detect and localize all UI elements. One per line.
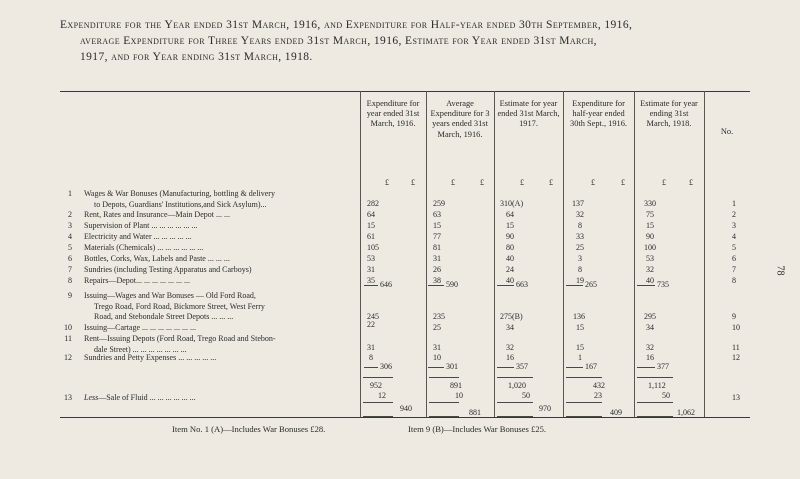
column-divider: [360, 91, 361, 417]
description-line: Trego Road, Ford Road, Bickmore Street, West Ferry: [94, 301, 265, 311]
header-expenditure-1916: Expenditure for year ended 31st March, 1916.: [366, 99, 420, 129]
row-number: 4: [68, 232, 72, 241]
net-c1: 940: [400, 404, 412, 413]
currency-label: £: [385, 178, 389, 187]
subtotal-c2: 301: [446, 362, 458, 371]
cell-no: 12: [732, 353, 740, 362]
header-estimate-1918: Estimate for year ending 31st March, 1918.: [640, 99, 698, 129]
cell-c4: 136: [573, 312, 585, 321]
title-line-2: average Expenditure for Three Years ended 31st March, 1916, Estimate for Year ended 31st March,: [80, 35, 597, 47]
cell-c1: 31: [367, 265, 375, 274]
row-description: Sundries (including Testing Apparatus and Carboys): [84, 265, 252, 274]
row-description: Supervision of Plant ... ... ... ... ... ...: [84, 221, 198, 230]
cell-c4: 32: [576, 210, 584, 219]
row-number: 1: [68, 189, 72, 198]
gross-c1: 952: [370, 381, 382, 390]
cell-c3: 275(B): [500, 312, 523, 321]
cell-c2: 235: [433, 312, 445, 321]
currency-label: £: [689, 178, 693, 187]
cell-c2: 77: [433, 232, 441, 241]
description-line: dale Street) ... ... ... ... ... ... ...: [94, 344, 187, 354]
cell-c5: 53: [646, 254, 654, 263]
cell-c1: 35: [367, 276, 375, 285]
currency-label: £: [411, 178, 415, 187]
cell-c2: 10: [455, 391, 463, 400]
rule-line: [566, 377, 602, 378]
column-divider: [426, 91, 427, 417]
cell-c3: 16: [506, 353, 514, 362]
cell-c3: 64: [506, 210, 514, 219]
rule-line: [497, 367, 514, 368]
gross-c4: 432: [593, 381, 605, 390]
cell-c4: 8: [578, 221, 582, 230]
net-c4: 409: [610, 408, 622, 417]
footnote-a: Item No. 1 (A)—Includes War Bonuses £28.: [172, 424, 326, 434]
rule-line: [566, 416, 602, 417]
cell-c3: 24: [506, 265, 514, 274]
gross-c3: 1,020: [508, 381, 526, 390]
cell-c5: 330: [644, 199, 656, 208]
cell-no: 7: [732, 265, 736, 274]
row-number: 13: [64, 393, 72, 402]
description-line: Rent—Issuing Depots (Ford Road, Trego Road and Stebon-: [84, 334, 276, 343]
gross-c5: 1,112: [648, 381, 666, 390]
currency-label: £: [549, 178, 553, 187]
row-description: Sundries and Petty Expenses ... ... ... ... ...: [84, 353, 217, 362]
currency-label: £: [621, 178, 625, 187]
subtotal-c4: 167: [585, 362, 597, 371]
description-line: Road, and Stebondale Street Depots ... ... ...: [94, 312, 234, 321]
cell-c4: 137: [572, 199, 584, 208]
cell-c3: 34: [506, 323, 514, 332]
cell-c2: 63: [433, 210, 441, 219]
column-divider: [494, 91, 495, 417]
cell-c5: 40: [646, 276, 654, 285]
row-description: [84, 393, 196, 404]
rule-line: [363, 416, 393, 417]
subtotal-c2: 590: [446, 280, 458, 289]
subtotal-c1: 306: [380, 362, 392, 371]
cell-c1: 8: [369, 353, 373, 362]
row-description: Materials (Chemicals) ... ... ... ... ... ...: [84, 243, 204, 252]
cell-c1: 245: [367, 312, 379, 321]
cell-c4: 33: [576, 232, 584, 241]
rule-line: [364, 285, 378, 286]
subtotal-c3: 663: [516, 280, 528, 289]
cell-no: 3: [732, 221, 736, 230]
cell-c3: 40: [506, 254, 514, 263]
rule-line: [497, 285, 514, 286]
rule-line: [363, 377, 393, 378]
subtotal-c1: 646: [380, 280, 392, 289]
net-c2: 881: [469, 408, 481, 417]
row-number: 6: [68, 254, 72, 263]
currency-label: £: [662, 178, 666, 187]
row-number: 5: [68, 243, 72, 252]
cell-c2: 259: [433, 199, 445, 208]
column-divider: [634, 91, 635, 417]
subtotal-c5: 377: [657, 362, 669, 371]
cell-c3: 40: [506, 276, 514, 285]
description-line: to Depots, Guardians' Institutions,and Sick Asylum)...: [94, 199, 267, 209]
cell-c3: 32: [506, 343, 514, 352]
cell-c5: 15: [646, 221, 654, 230]
row-description: [84, 334, 356, 355]
cell-c1: 22: [367, 320, 375, 329]
row-number: 8: [68, 276, 72, 285]
cell-c1: 15: [367, 221, 375, 230]
cell-c4: 8: [578, 265, 582, 274]
cell-no: 4: [732, 232, 736, 241]
cell-c1: 64: [367, 210, 375, 219]
rule-line: [637, 377, 673, 378]
cell-c3: 90: [506, 232, 514, 241]
rule-line: [637, 285, 655, 286]
cell-c2: 31: [433, 254, 441, 263]
title-line-1: Expenditure for the Year ended 31st March, 1916, and Expenditure for Half-year ended 30th September, 1916,: [60, 19, 633, 31]
rule-line: [429, 377, 459, 378]
row-number: 12: [64, 353, 72, 362]
cell-c1: 12: [378, 391, 386, 400]
currency-label: £: [451, 178, 455, 187]
cell-no: 1: [732, 199, 736, 208]
row-number: 3: [68, 221, 72, 230]
cell-c5: 75: [646, 210, 654, 219]
row-description: Issuing—Cartage ... ... ... ... ... ... ...: [84, 323, 196, 332]
cell-c3: 50: [522, 391, 530, 400]
cell-c5: 32: [646, 343, 654, 352]
description-line: Wages & War Bonuses (Manufacturing, bottling & delivery: [84, 189, 275, 198]
cell-c2: 81: [433, 243, 441, 252]
rule-line: [363, 402, 393, 403]
cell-no: 2: [732, 210, 736, 219]
cell-c1: 61: [367, 232, 375, 241]
rule-line: [429, 416, 459, 417]
cell-c3: 15: [506, 221, 514, 230]
cell-c2: 38: [433, 276, 441, 285]
rule-line: [428, 285, 444, 286]
cell-no: 9: [732, 312, 736, 321]
rule-line: [429, 402, 459, 403]
row-number: 2: [68, 210, 72, 219]
currency-label: £: [480, 178, 484, 187]
rule-line: [428, 367, 444, 368]
row-description: Repairs—Depot... ... ... ... ... ... ...: [84, 276, 190, 285]
rule-line: [497, 416, 533, 417]
cell-c4: 15: [576, 323, 584, 332]
rule-line: [364, 367, 378, 368]
header-number: No.: [720, 127, 734, 136]
cell-c5: 100: [644, 243, 656, 252]
cell-c2: 15: [433, 221, 441, 230]
currency-label: £: [591, 178, 595, 187]
net-c3: 970: [539, 404, 551, 413]
cell-no: 10: [732, 323, 740, 332]
cell-no: 6: [732, 254, 736, 263]
cell-c4: 25: [576, 243, 584, 252]
page-number: 78: [774, 265, 786, 276]
description-line: Issuing—Wages and War Bonuses — Old Ford Road,: [84, 291, 256, 300]
rule-line: [566, 402, 602, 403]
cell-c4: 15: [576, 343, 584, 352]
cell-c4: 1: [578, 353, 582, 362]
table-title: [60, 17, 750, 65]
cell-c2: 31: [433, 343, 441, 352]
gross-c2: 891: [450, 381, 462, 390]
title-line-3: 1917, and for Year ending 31st March, 1918.: [80, 51, 313, 63]
rule-line: [637, 402, 673, 403]
rule-line: [497, 402, 533, 403]
currency-label: £: [520, 178, 524, 187]
rule-line: [497, 377, 533, 378]
cell-c5: 32: [646, 265, 654, 274]
cell-c5: 50: [662, 391, 670, 400]
cell-c3: 80: [506, 243, 514, 252]
header-half-year-expenditure: Expenditure for half-year ended 30th Sept., 1916.: [570, 99, 627, 129]
cell-c5: 295: [644, 312, 656, 321]
row-number: 9: [68, 291, 72, 300]
cell-c1: 282: [367, 199, 379, 208]
net-c5: 1,062: [677, 408, 695, 417]
rule-line: [566, 367, 583, 368]
column-divider: [563, 91, 564, 417]
cell-c5: 34: [646, 323, 654, 332]
header-average-expenditure: Average Expenditure for 3 years ended 31st March, 1916.: [430, 99, 490, 139]
cell-c4: 3: [578, 254, 582, 263]
row-description: Electricity and Water ... ... ... ... ...: [84, 232, 192, 241]
row-description: [84, 189, 275, 210]
cell-c2: 25: [433, 323, 441, 332]
row-description: Rent, Rates and Insurance—Main Depot ... ...: [84, 210, 230, 219]
cell-c2: 26: [433, 265, 441, 274]
cell-no: 13: [732, 393, 740, 402]
cell-c5: 16: [646, 353, 654, 362]
rule-line: [637, 416, 673, 417]
subtotal-c3: 357: [516, 362, 528, 371]
cell-c2: 10: [433, 353, 441, 362]
less-label: Less: [84, 393, 99, 402]
row-number: 11: [64, 334, 72, 343]
cell-c1: 53: [367, 254, 375, 263]
cell-no: 5: [732, 243, 736, 252]
header-estimate-1917: Estimate for year ended 31st March, 1917.: [497, 99, 560, 129]
cell-no: 8: [732, 276, 736, 285]
cell-c4: 19: [576, 276, 584, 285]
cell-no: 11: [732, 343, 740, 352]
subtotal-c4: 265: [585, 280, 597, 289]
rule-line: [566, 285, 583, 286]
less-description: —Sale of Fluid ... ... ... ... ... ...: [98, 393, 196, 402]
row-description: [84, 291, 356, 323]
footnote-b: Item 9 (B)—Includes War Bonuses £25.: [408, 424, 547, 434]
cell-c4: 23: [594, 391, 602, 400]
cell-c5: 90: [646, 232, 654, 241]
column-divider: [704, 91, 705, 417]
cell-c3: 310(A): [500, 199, 524, 208]
row-number: 10: [64, 323, 72, 332]
row-number: 7: [68, 265, 72, 274]
rule-line: [637, 367, 655, 368]
subtotal-c5: 735: [657, 280, 669, 289]
cell-c1: 105: [367, 243, 379, 252]
row-description: Bottles, Corks, Wax, Labels and Paste ... ... ...: [84, 254, 230, 263]
cell-c1: 31: [367, 343, 375, 352]
